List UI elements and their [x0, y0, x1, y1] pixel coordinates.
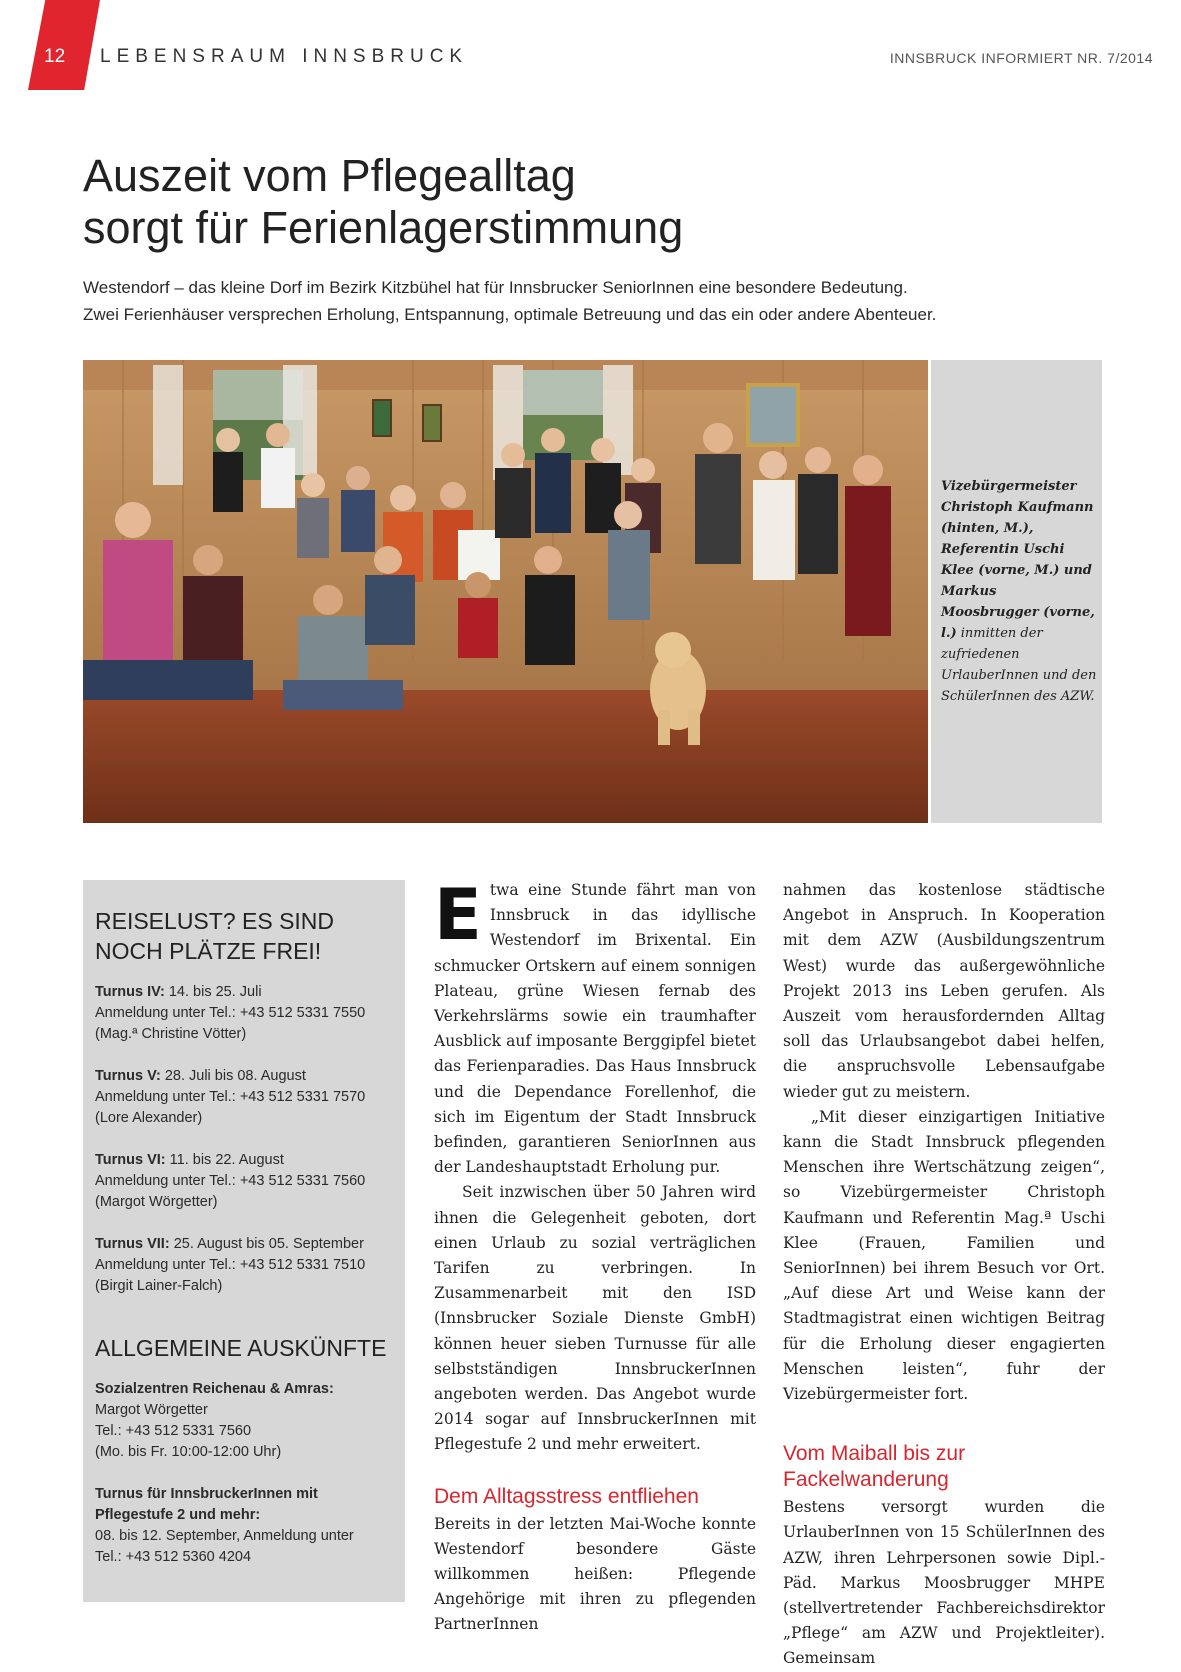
info-hours: (Mo. bis Fr. 10:00-12:00 Uhr)	[95, 1444, 282, 1460]
headline-line-1: Auszeit vom Pflegealltag	[83, 150, 576, 201]
article-column-1	[434, 874, 756, 1638]
turnus-dates: 28. Juli bis 08. August	[164, 1068, 306, 1084]
sidebar-heading-reiselust: REISELUST? ES SIND NOCH PLÄTZE FREI!	[95, 908, 335, 964]
paragraph-3: Bereits in der letzten Mai-Woche konnte Westendorf besondere Gäste willkommen heißen: Pflegende Angehörige mit ihren zu pflegenden PartnerInnen	[434, 1514, 756, 1634]
lead-line-2: Zwei Ferienhäuser versprechen Erholung, Entspannung, optimale Betreuung und das ein oder andere Abenteuer.	[83, 305, 937, 324]
paragraph-5: „Mit dieser einzigartigen Initiative kann die Stadt Innsbruck pflegenden Menschen ihre Wertschätzung zeigen“, so Vizebürgermeister Christoph Kaufmann und Referentin Mag.ª Uschi Klee (Frauen, Familien und SeniorInnen) bei ihrem Besuch vor Ort. „Auf diese Art und Weise kann der Stadtmagistrat einen wichtigen Beitrag für die Erholung dieser engagierten Menschen leisten“, fuhr der Vizebürgermeister fort.	[783, 1107, 1105, 1404]
info-title: Sozialzentren Reichenau & Amras:	[95, 1381, 334, 1397]
caption-bold: Vizebürgermeister Christoph Kaufmann (hinten, M.), Referentin Uschi Klee (vorne, M.) und Markus Moosbrugger (vorne, l.)	[941, 479, 1095, 641]
headline-line-2: sorgt für Ferienlagerstimmung	[83, 202, 684, 253]
turnus-phone: Anmeldung unter Tel.: +43 512 5331 7560	[95, 1173, 366, 1189]
turnus-dates: 25. August bis 05. September	[173, 1236, 364, 1252]
sidebar-heading-auskuenfte: ALLGEMEINE AUSKÜNFTE	[95, 1335, 387, 1361]
info-phone: Tel.: +43 512 5331 7560	[95, 1423, 252, 1439]
paragraph-6: Bestens versorgt wurden die UrlauberInnen von 15 SchülerInnen des AZW, ihren Lehrpersonen sowie Dipl.-Päd. Markus Moosbrugger MHPE (stellvertretender Fachbereichsdirektor „Pflege“ am AZW und Projektleiter). Gemeinsam	[783, 1498, 1105, 1668]
turnus-entry	[95, 982, 397, 1045]
turnus-entry	[95, 1150, 397, 1213]
turnus-entry	[95, 1234, 397, 1297]
info-sidebar	[83, 880, 405, 1602]
paragraph-1-text: twa eine Stunde fährt man von Innsbruck in das idyllische Westendorf im Brixental. Ein schmucker Ortskern auf einem sonnigen Plateau, grüne Wiesen fernab des Verkehrslärms sowie ein traumhafter Ausblick auf imposante Berggipfel bietet das Ferienparadies. Das Haus Innsbruck und die Dependance Forellenhof, die sich im Eigentum der Stadt Innsbruck befinden, garantieren SeniorInnen aus der Landeshauptstadt Erholung pur.	[434, 881, 756, 1177]
turnus-dates: 11. bis 22. August	[169, 1152, 284, 1168]
section-title: LEBENSRAUM INNSBRUCK	[100, 46, 469, 67]
turnus-label: Turnus V:	[95, 1068, 161, 1084]
turnus-entry	[95, 1066, 397, 1129]
turnus-label: Turnus VI:	[95, 1152, 166, 1168]
article-headline	[83, 150, 1083, 254]
turnus-contact: (Mag.ª Christine Vötter)	[95, 1026, 247, 1042]
article-lead	[83, 274, 1083, 328]
turnus-phone: Anmeldung unter Tel.: +43 512 5331 7570	[95, 1089, 366, 1105]
info-pflegestufe	[95, 1484, 397, 1568]
turnus-contact: (Lore Alexander)	[95, 1110, 203, 1126]
info-name: Margot Wörgetter	[95, 1402, 208, 1418]
turnus-dates: 14. bis 25. Juli	[168, 984, 262, 1000]
info-sozialzentren	[95, 1379, 397, 1463]
turnus-phone: Anmeldung unter Tel.: +43 512 5331 7550	[95, 1005, 366, 1021]
turnus-label: Turnus IV:	[95, 984, 165, 1000]
turnus-phone: Anmeldung unter Tel.: +43 512 5331 7510	[95, 1257, 366, 1273]
caption-rest: inmitten der zufriedenen UrlauberInnen und den SchülerInnen des AZW.	[941, 626, 1097, 704]
paragraph-2: Seit inzwischen über 50 Jahren wird ihnen die Gelegenheit geboten, dort einen Urlaub zu sozial verträglichen Tarifen zu verbringen. In Zusammenarbeit mit den ISD (Innsbrucker Soziale Dienste GmbH) können heuer sieben Turnusse für alle selbstständigen InnsbruckerInnen angeboten werden. Das Angebot wurde 2014 sogar auf InnsbruckerInnen mit Pflegestufe 2 und mehr erweitert.	[434, 1183, 756, 1454]
info-title-line-1: Turnus für InnsbruckerInnen mit	[95, 1486, 318, 1502]
page-number-tab	[28, 0, 100, 90]
issue-label: INNSBRUCK INFORMIERT NR. 7/2014	[889, 50, 1153, 66]
subhead-alltagsstress: Dem Alltagsstress entfliehen	[434, 1484, 699, 1508]
lead-line-1: Westendorf – das kleine Dorf im Bezirk Kitzbühel hat für Innsbrucker SeniorInnen eine besondere Bedeutung.	[83, 278, 908, 297]
info-line-1: 08. bis 12. September, Anmeldung unter	[95, 1528, 354, 1544]
info-line-2: Tel.: +43 512 5360 4204	[95, 1549, 252, 1565]
subhead-maiball: Vom Maiball bis zur Fackelwanderung	[783, 1442, 966, 1492]
group-photo	[83, 360, 928, 823]
photo-caption	[941, 476, 1097, 707]
article-column-2	[783, 878, 1105, 1672]
turnus-contact: (Margot Wörgetter)	[95, 1194, 218, 1210]
paragraph-1	[434, 874, 756, 1180]
paragraph-4: nahmen das kostenlose städtische Angebot in Anspruch. In Kooperation mit dem AZW (Ausbildungszentrum West) wurde das außergewöhnliche Projekt 2013 ins Leben gerufen. Als Auszeit vom herausfordernden Alltag soll das Urlaubsangebot dabei helfen, die anspruchsvolle Lebensaufgabe wieder gut zu meistern.	[783, 881, 1105, 1101]
drop-cap: E	[434, 874, 482, 956]
page-number: 12	[44, 46, 66, 67]
info-title-line-2: Pflegestufe 2 und mehr:	[95, 1507, 261, 1523]
turnus-contact: (Birgit Lainer-Falch)	[95, 1278, 223, 1294]
turnus-label: Turnus VII:	[95, 1236, 170, 1252]
group-photo-illustration	[83, 360, 928, 823]
